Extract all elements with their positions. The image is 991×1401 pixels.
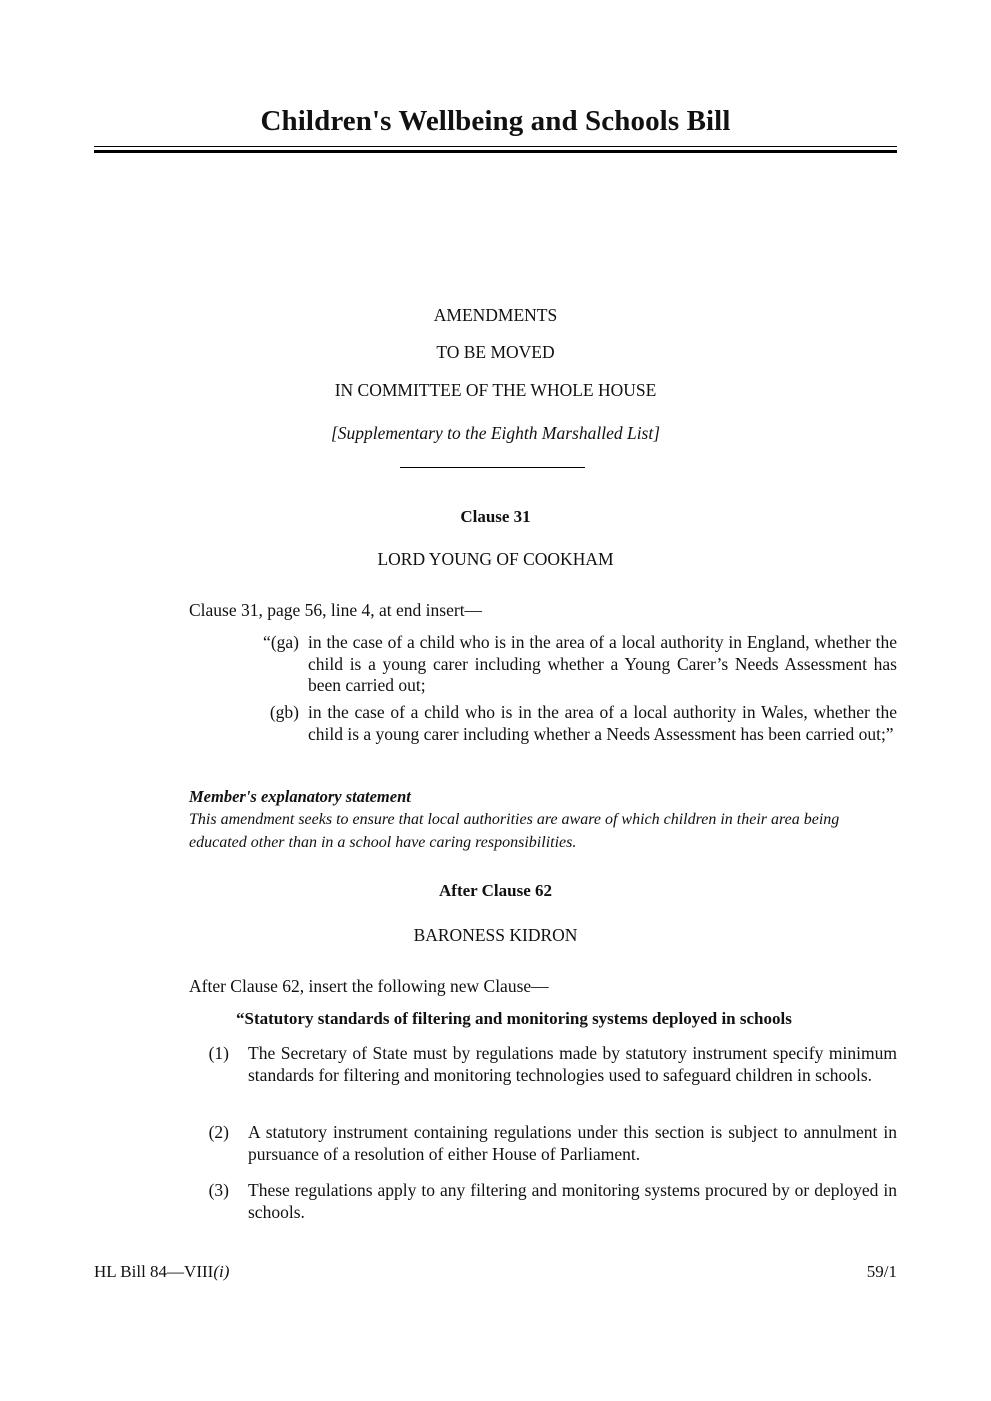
subsection [189, 1043, 897, 1109]
subsection-text: The Secretary of State must by regulations made by statutory instrument specify minimum standards for filtering and monitoring technologies used to safeguard children in schools. [248, 1043, 897, 1085]
new-clause-title: “Statutory standards of filtering and monitoring systems deployed in schools [236, 1009, 792, 1028]
clause-heading: After Clause 62 [439, 881, 552, 900]
explanatory-statement-title: Member's explanatory statement [189, 787, 411, 806]
explanatory-statement-text: This amendment seeks to ensure that local authorities are aware of which children in their area being educated other than in a school have caring responsibilities. [189, 811, 840, 851]
heading-amendments: AMENDMENTS [433, 305, 558, 325]
item-label: “(ga) [263, 632, 299, 652]
subsection [189, 1122, 897, 1166]
subsection-label: (2) [208, 1122, 229, 1142]
amendment-instruction: Clause 31, page 56, line 4, at end insert— [189, 600, 483, 620]
item-text: in the case of a child who is in the area of a local authority in Wales, whether the child is a young carer including whether a Needs Assessment has been carried out;” [308, 702, 897, 744]
heading-to-be-moved: TO BE MOVED [436, 342, 555, 362]
bill-reference-suffix: (i) [213, 1262, 230, 1281]
subsection-text: These regulations apply to any filtering and monitoring systems procured by or deployed in schools. [248, 1180, 897, 1222]
subsection-label: (1) [208, 1043, 229, 1063]
amendment-item [189, 702, 897, 768]
mover-name: LORD YOUNG OF COOKHAM [377, 549, 614, 569]
heading-committee: IN COMMITTEE OF THE WHOLE HOUSE [334, 380, 657, 400]
title-rule-thick [94, 150, 897, 153]
subheading: [Supplementary to the Eighth Marshalled List] [330, 423, 661, 443]
item-text: in the case of a child who is in the area of a local authority in England, whether the child is a young carer including whether a Young Carer’s Needs Assessment has been carried out; [308, 632, 897, 695]
document-title: Children's Wellbeing and Schools Bill [260, 105, 731, 137]
amendment-instruction: After Clause 62, insert the following new Clause— [189, 976, 549, 996]
page-reference: 59/1 [866, 1262, 897, 1281]
bill-reference [94, 1262, 229, 1282]
separator-rule [400, 467, 585, 468]
clause-heading: Clause 31 [460, 507, 531, 526]
bill-reference-main: HL Bill 84—VIII [94, 1262, 214, 1281]
title-rule-thin [94, 146, 897, 147]
subsection [189, 1180, 897, 1224]
amendment-item [189, 632, 897, 698]
subsection-text: A statutory instrument containing regulations under this section is subject to annulment in pursuance of a resolution of either House of Parliament. [248, 1122, 897, 1164]
mover-name: BARONESS KIDRON [413, 925, 578, 945]
subsection-label: (3) [208, 1180, 229, 1200]
item-label: (gb) [269, 702, 299, 722]
